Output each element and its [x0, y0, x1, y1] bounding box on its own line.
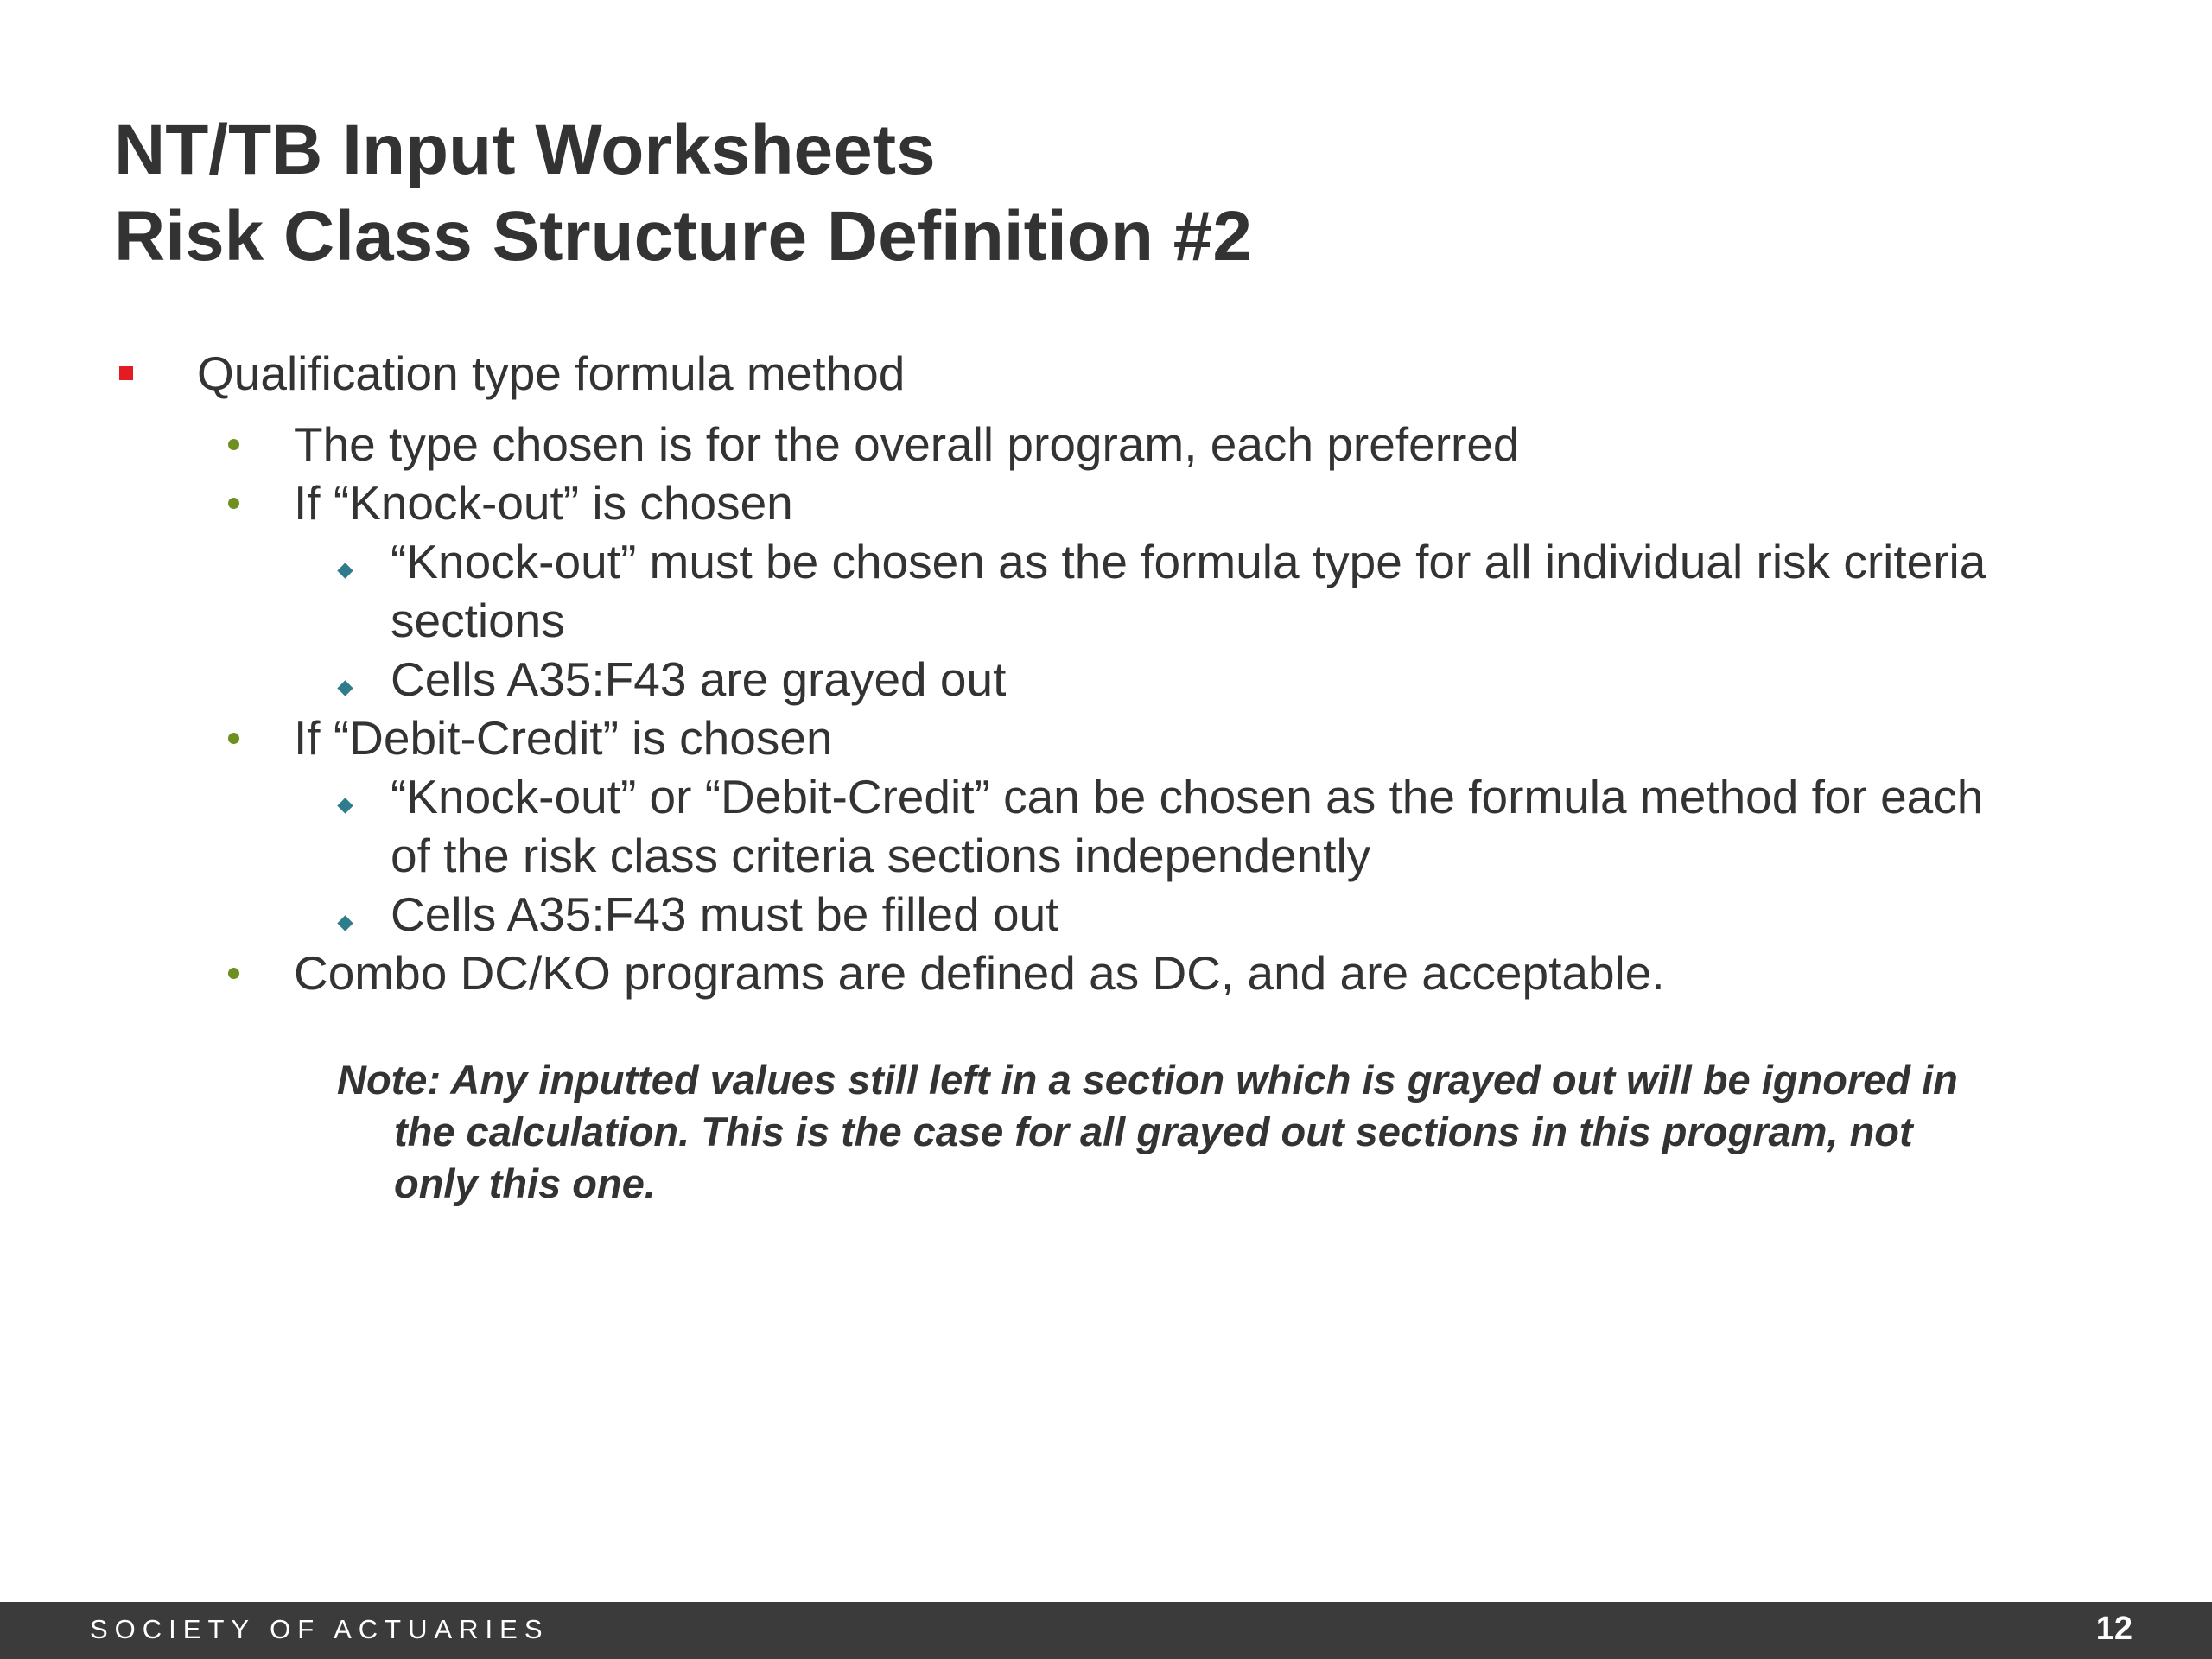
footer-bar: [0, 1602, 2212, 1659]
bullet-text: The type chosen is for the overall program, each preferred: [294, 417, 1520, 471]
bullet-text: Cells A35:F43 are grayed out: [391, 652, 1007, 706]
bullet-level3-item: [391, 650, 1006, 709]
bullet-level3-item-continuation: [391, 826, 1370, 885]
slide-title: [114, 107, 1252, 280]
bullet-level3-item: [391, 885, 1058, 944]
footer-brand: SOCIETY OF ACTUARIES: [90, 1614, 550, 1644]
bullet-level3-item: [391, 532, 1986, 591]
teal-diamond-bullet-icon: [337, 563, 353, 578]
bullet-text: Combo DC/KO programs are defined as DC, and are acceptable.: [294, 946, 1665, 1000]
title-line-1: NT/TB Input Worksheets: [114, 111, 936, 189]
green-dot-bullet-icon: [228, 439, 239, 450]
bullet-text-line-1: “Knock-out” must be chosen as the formula type for all individual risk criteria: [391, 535, 1986, 588]
bullet-text-line-2: sections: [391, 594, 565, 647]
page-number: 12: [2095, 1611, 2133, 1647]
bullet-level3-item-continuation: [391, 591, 565, 650]
bullet-text: Cells A35:F43 must be filled out: [391, 887, 1059, 941]
note-line-1: Note: Any inputted values still left in a section which is grayed out will be ignored in: [337, 1057, 1958, 1103]
teal-diamond-bullet-icon: [337, 915, 353, 931]
bullet-level2-item: [294, 474, 793, 532]
note-line-2: the calculation. This is the case for all grayed out sections in this program, not: [394, 1109, 1913, 1154]
title-line-2: Risk Class Structure Definition #2: [114, 197, 1252, 276]
note-line-3: only this one.: [394, 1160, 656, 1206]
bullet-level3-item: [391, 767, 1983, 826]
bullet-text-line-2: of the risk class criteria sections independently: [391, 829, 1371, 882]
bullet-text: Qualification type formula method: [197, 346, 906, 400]
bullet-text: If “Debit-Credit” is chosen: [294, 711, 833, 765]
bullet-level1-item: [197, 344, 905, 403]
bullet-level2-item: [294, 709, 833, 767]
note-paragraph: [337, 1054, 2074, 1210]
teal-diamond-bullet-icon: [337, 680, 353, 696]
bullet-text-line-1: “Knock-out” or “Debit-Credit” can be chosen as the formula method for each: [391, 770, 1984, 823]
green-dot-bullet-icon: [228, 498, 239, 509]
bullet-level2-item: [294, 415, 1520, 474]
green-dot-bullet-icon: [228, 968, 239, 979]
bullet-level2-item: [294, 944, 1665, 1002]
green-dot-bullet-icon: [228, 733, 239, 744]
red-square-bullet-icon: [119, 366, 133, 380]
bullet-text: If “Knock-out” is chosen: [294, 476, 793, 530]
teal-diamond-bullet-icon: [337, 798, 353, 813]
